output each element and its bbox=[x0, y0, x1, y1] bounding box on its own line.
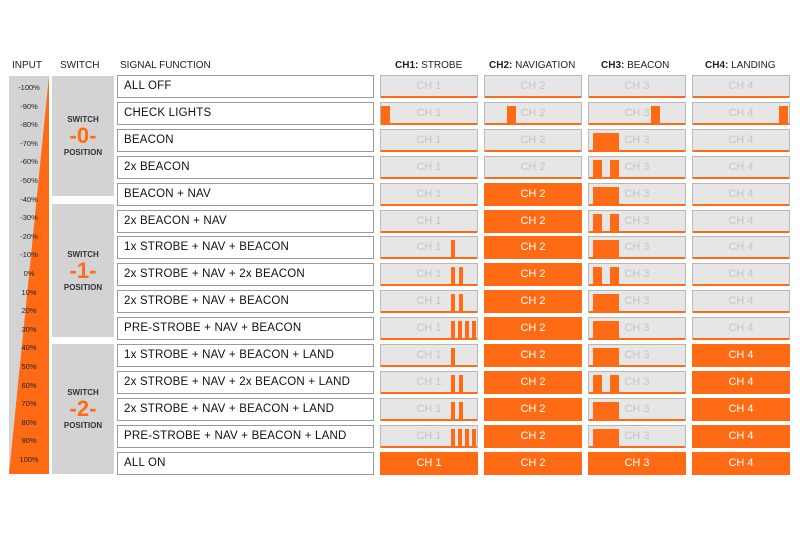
switch-position-0: SWITCH -0- POSITION bbox=[52, 76, 114, 196]
channel-cell-ch4 bbox=[692, 344, 790, 367]
signal-function-row: PRE-STROBE + NAV + BEACON + LAND bbox=[117, 425, 374, 448]
signal-function-row: 2x BEACON bbox=[117, 156, 374, 179]
signal-baseline bbox=[485, 177, 581, 179]
channel-cell-ch3 bbox=[588, 425, 686, 448]
channel-label: CH 2 bbox=[520, 187, 546, 200]
signal-function-row: 2x STROBE + NAV + 2x BEACON + LAND bbox=[117, 371, 374, 394]
signal-function-row: ALL OFF bbox=[117, 75, 374, 98]
channel-label: CH 1 bbox=[416, 214, 442, 227]
channel-cell-ch3 bbox=[588, 156, 686, 179]
channel-label: CH 2 bbox=[520, 160, 546, 173]
signal-baseline bbox=[693, 204, 789, 206]
channel-label: CH 1 bbox=[416, 295, 442, 308]
strobe-pulse bbox=[451, 429, 455, 447]
channel-cell-ch2 bbox=[484, 183, 582, 206]
strobe-pulse bbox=[451, 240, 455, 258]
signal-baseline bbox=[485, 150, 581, 152]
switch-position-1: SWITCH -1- POSITION bbox=[52, 204, 114, 337]
channel-cell-ch3 bbox=[588, 452, 686, 475]
signal-function-row: 2x BEACON + NAV bbox=[117, 210, 374, 233]
signal-baseline bbox=[381, 257, 477, 259]
channel-label: CH 2 bbox=[520, 349, 546, 361]
channel-cell-ch4 bbox=[692, 210, 790, 233]
channel-cell-ch1 bbox=[380, 263, 478, 286]
channel-cell-ch4 bbox=[692, 371, 790, 394]
channel-label: CH 2 bbox=[520, 133, 546, 146]
channel-cell-ch2 bbox=[484, 371, 582, 394]
channel-label: CH 3 bbox=[624, 214, 650, 227]
channel-label: CH 4 bbox=[728, 375, 754, 388]
signal-baseline bbox=[589, 231, 685, 233]
channel-label: CH 2 bbox=[520, 402, 546, 415]
signal-baseline bbox=[693, 231, 789, 233]
channel-label: CH 3 bbox=[624, 429, 650, 442]
channel-cell-ch3 bbox=[588, 263, 686, 286]
switch-header: SWITCH bbox=[60, 60, 100, 71]
channel-cell-ch2 bbox=[484, 452, 582, 475]
channel-label: CH 2 bbox=[520, 241, 546, 254]
ch4-header: CH4: LANDING bbox=[705, 60, 776, 71]
channel-cell-ch2 bbox=[484, 156, 582, 179]
channel-label: CH 3 bbox=[624, 402, 650, 415]
channel-cell-ch3 bbox=[588, 129, 686, 152]
signal-baseline bbox=[693, 96, 789, 98]
channel-label: CH 2 bbox=[520, 429, 546, 442]
strobe-pulse bbox=[465, 321, 469, 339]
channel-label: CH 1 bbox=[416, 187, 442, 200]
channel-cell-ch1 bbox=[380, 398, 478, 421]
channel-label: CH 2 bbox=[520, 295, 546, 308]
signal-function-row: 2x STROBE + NAV + BEACON bbox=[117, 290, 374, 313]
channel-cell-ch3 bbox=[588, 344, 686, 367]
strobe-pulse bbox=[451, 267, 455, 285]
beacon-pulse bbox=[610, 160, 619, 178]
beacon-pulse bbox=[610, 214, 619, 232]
channel-cell-ch3 bbox=[588, 398, 686, 421]
input-tick: -100% bbox=[18, 83, 40, 92]
channel-label: CH 1 bbox=[416, 241, 442, 254]
channel-label: CH 3 bbox=[624, 349, 650, 361]
input-tick: 80% bbox=[21, 417, 37, 427]
channel-cell-ch1 bbox=[380, 344, 478, 367]
signal-function-row: 2x STROBE + NAV + BEACON + LAND bbox=[117, 398, 374, 421]
strobe-pulse bbox=[451, 375, 455, 393]
beacon-pulse bbox=[593, 214, 602, 232]
input-tick: 90% bbox=[21, 436, 37, 446]
signal-baseline bbox=[485, 96, 581, 98]
signal-baseline bbox=[589, 284, 685, 286]
channel-label: CH 4 bbox=[728, 214, 754, 227]
beacon-pulse bbox=[593, 294, 619, 312]
beacon-pulse bbox=[610, 375, 619, 393]
channel-cell-ch2 bbox=[484, 425, 582, 448]
beacon-pulse bbox=[593, 321, 619, 339]
input-scale bbox=[9, 76, 49, 474]
channel-label: CH 1 bbox=[416, 429, 442, 442]
input-tick: 50% bbox=[21, 362, 37, 371]
channel-label: CH 1 bbox=[416, 322, 442, 335]
channel-label: CH 2 bbox=[520, 375, 546, 388]
channel-label: CH 1 bbox=[416, 133, 442, 146]
channel-cell-ch2 bbox=[484, 398, 582, 421]
signal-baseline bbox=[589, 123, 685, 125]
input-tick: 30% bbox=[21, 324, 37, 334]
channel-label: CH 3 bbox=[624, 375, 650, 388]
signal-baseline bbox=[381, 204, 477, 206]
channel-label: CH 4 bbox=[728, 295, 754, 308]
channel-label: CH 4 bbox=[728, 187, 754, 200]
input-tick: 10% bbox=[21, 287, 37, 297]
channel-cell-ch2 bbox=[484, 290, 582, 313]
check-pulse bbox=[651, 106, 660, 124]
channel-label: CH 1 bbox=[416, 80, 442, 92]
signal-function-row: BEACON bbox=[117, 129, 374, 152]
channel-cell-ch4 bbox=[692, 75, 790, 98]
signal-baseline bbox=[381, 96, 477, 98]
signal-function-row: 2x STROBE + NAV + 2x BEACON bbox=[117, 263, 374, 286]
channel-cell-ch4 bbox=[692, 290, 790, 313]
beacon-pulse bbox=[610, 267, 619, 285]
check-pulse bbox=[507, 106, 516, 124]
signal-baseline bbox=[381, 365, 477, 367]
beacon-pulse bbox=[593, 402, 619, 420]
check-pulse bbox=[381, 106, 390, 124]
channel-label: CH 1 bbox=[416, 375, 442, 388]
channel-cell-ch2 bbox=[484, 236, 582, 259]
channel-label: CH 3 bbox=[624, 268, 650, 281]
channel-label: CH 4 bbox=[728, 133, 754, 146]
input-header: INPUT bbox=[12, 60, 42, 71]
ch2-header: CH2: NAVIGATION bbox=[489, 60, 576, 71]
signal-baseline bbox=[485, 123, 581, 125]
channel-label: CH 1 bbox=[416, 106, 442, 119]
beacon-pulse bbox=[593, 160, 602, 178]
channel-cell-ch4 bbox=[692, 317, 790, 340]
channel-cell-ch4 bbox=[692, 129, 790, 152]
signal-baseline bbox=[381, 231, 477, 233]
channel-cell-ch2 bbox=[484, 263, 582, 286]
signal-baseline bbox=[693, 150, 789, 152]
signal-function-row: 1x STROBE + NAV + BEACON bbox=[117, 236, 374, 259]
channel-cell-ch2 bbox=[484, 129, 582, 152]
channel-cell-ch4 bbox=[692, 236, 790, 259]
channel-cell-ch4 bbox=[692, 425, 790, 448]
input-tick: -60% bbox=[20, 157, 38, 167]
strobe-pulse bbox=[451, 402, 455, 420]
channel-label: CH 3 bbox=[624, 160, 650, 173]
signal-baseline bbox=[693, 338, 789, 340]
input-tick: -20% bbox=[20, 231, 38, 241]
signal-baseline bbox=[693, 311, 789, 313]
channel-label: CH 1 bbox=[416, 349, 442, 361]
channel-label: CH 2 bbox=[520, 268, 546, 281]
channel-label: CH 4 bbox=[728, 456, 754, 469]
beacon-pulse bbox=[593, 240, 619, 258]
channel-label: CH 1 bbox=[416, 456, 442, 469]
channel-label: CH 4 bbox=[728, 402, 754, 415]
channel-label: CH 3 bbox=[624, 187, 650, 200]
signal-function-header: SIGNAL FUNCTION bbox=[120, 60, 211, 71]
channel-cell-ch4 bbox=[692, 452, 790, 475]
signal-function-row: ALL ON bbox=[117, 452, 374, 475]
check-pulse bbox=[779, 106, 788, 124]
input-tick: 40% bbox=[21, 343, 37, 353]
channel-label: CH 1 bbox=[416, 402, 442, 415]
input-tick: -80% bbox=[20, 120, 38, 130]
beacon-pulse bbox=[593, 187, 619, 205]
channel-cell-ch3 bbox=[588, 210, 686, 233]
channel-label: CH 4 bbox=[728, 160, 754, 173]
channel-label: CH 2 bbox=[520, 214, 546, 227]
channel-cell-ch1 bbox=[380, 210, 478, 233]
signal-baseline bbox=[589, 392, 685, 394]
signal-baseline bbox=[381, 150, 477, 152]
channel-cell-ch2 bbox=[484, 344, 582, 367]
strobe-pulse bbox=[459, 402, 463, 420]
signal-baseline bbox=[693, 257, 789, 259]
channel-cell-ch1 bbox=[380, 156, 478, 179]
beacon-pulse bbox=[593, 267, 602, 285]
channel-cell-ch3 bbox=[588, 75, 686, 98]
ch1-header: CH1: STROBE bbox=[395, 60, 463, 71]
channel-cell-ch1 bbox=[380, 425, 478, 448]
beacon-pulse bbox=[593, 375, 602, 393]
signal-function-row: CHECK LIGHTS bbox=[117, 102, 374, 125]
input-tick: -70% bbox=[20, 138, 38, 148]
channel-cell-ch3 bbox=[588, 290, 686, 313]
channel-cell-ch1 bbox=[380, 102, 478, 125]
ch3-header: CH3: BEACON bbox=[601, 60, 670, 71]
strobe-pulse bbox=[459, 375, 463, 393]
input-tick: 20% bbox=[21, 306, 37, 316]
input-tick: -40% bbox=[20, 194, 38, 204]
signal-baseline bbox=[693, 177, 789, 179]
channel-label: CH 2 bbox=[520, 456, 546, 469]
channel-cell-ch3 bbox=[588, 236, 686, 259]
channel-label: CH 3 bbox=[624, 133, 650, 146]
input-tick: -30% bbox=[20, 213, 38, 223]
channel-cell-ch1 bbox=[380, 236, 478, 259]
channel-cell-ch3 bbox=[588, 371, 686, 394]
beacon-pulse bbox=[593, 348, 619, 366]
signal-baseline bbox=[381, 338, 477, 340]
channel-cell-ch4 bbox=[692, 263, 790, 286]
channel-cell-ch1 bbox=[380, 290, 478, 313]
signal-baseline bbox=[589, 96, 685, 98]
input-tick: 100% bbox=[19, 455, 39, 464]
channel-label: CH 1 bbox=[416, 268, 442, 281]
channel-cell-ch1 bbox=[380, 75, 478, 98]
strobe-pulse bbox=[458, 321, 462, 339]
input-tick: 60% bbox=[21, 380, 37, 390]
channel-cell-ch2 bbox=[484, 210, 582, 233]
input-tick: -10% bbox=[20, 250, 38, 260]
strobe-pulse bbox=[451, 321, 455, 339]
channel-cell-ch1 bbox=[380, 452, 478, 475]
input-tick: -50% bbox=[20, 176, 38, 185]
strobe-pulse bbox=[451, 294, 455, 312]
switch-position-2: SWITCH -2- POSITION bbox=[52, 344, 114, 474]
channel-label: CH 3 bbox=[624, 241, 650, 254]
input-tick: 70% bbox=[21, 399, 37, 409]
channel-cell-ch2 bbox=[484, 317, 582, 340]
channel-label: CH 1 bbox=[416, 160, 442, 173]
channel-cell-ch3 bbox=[588, 183, 686, 206]
channel-label: CH 3 bbox=[624, 322, 650, 335]
channel-label: CH 2 bbox=[520, 80, 546, 92]
strobe-pulse bbox=[451, 348, 455, 366]
strobe-pulse bbox=[459, 267, 463, 285]
signal-baseline bbox=[381, 123, 477, 125]
channel-cell-ch1 bbox=[380, 317, 478, 340]
input-tick: 0% bbox=[23, 269, 35, 278]
channel-cell-ch1 bbox=[380, 129, 478, 152]
strobe-pulse bbox=[465, 429, 469, 447]
signal-baseline bbox=[381, 446, 477, 448]
channel-label: CH 3 bbox=[624, 456, 650, 469]
channel-label: CH 4 bbox=[728, 429, 754, 442]
channel-label: CH 3 bbox=[624, 295, 650, 308]
beacon-pulse bbox=[593, 133, 619, 151]
channel-cell-ch3 bbox=[588, 102, 686, 125]
channel-label: CH 4 bbox=[728, 80, 754, 92]
channel-label: CH 3 bbox=[624, 80, 650, 92]
signal-function-row: PRE-STROBE + NAV + BEACON bbox=[117, 317, 374, 340]
strobe-pulse bbox=[458, 429, 462, 447]
channel-cell-ch1 bbox=[380, 183, 478, 206]
channel-label: CH 4 bbox=[728, 106, 754, 119]
channel-cell-ch4 bbox=[692, 156, 790, 179]
channel-cell-ch4 bbox=[692, 102, 790, 125]
channel-cell-ch4 bbox=[692, 183, 790, 206]
strobe-pulse bbox=[472, 429, 476, 447]
strobe-pulse bbox=[472, 321, 476, 339]
channel-label: CH 4 bbox=[728, 268, 754, 281]
channel-label: CH 2 bbox=[520, 106, 546, 119]
channel-label: CH 2 bbox=[520, 322, 546, 335]
channel-label: CH 4 bbox=[728, 241, 754, 254]
signal-function-row: BEACON + NAV bbox=[117, 183, 374, 206]
channel-cell-ch2 bbox=[484, 102, 582, 125]
channel-cell-ch1 bbox=[380, 371, 478, 394]
signal-baseline bbox=[381, 177, 477, 179]
signal-baseline bbox=[693, 284, 789, 286]
channel-cell-ch4 bbox=[692, 398, 790, 421]
channel-label: CH 3 bbox=[624, 106, 650, 119]
channel-cell-ch3 bbox=[588, 317, 686, 340]
input-tick: -90% bbox=[20, 101, 38, 111]
signal-baseline bbox=[589, 177, 685, 179]
channel-label: CH 4 bbox=[728, 349, 754, 361]
signal-baseline bbox=[693, 123, 789, 125]
beacon-pulse bbox=[593, 429, 619, 447]
strobe-pulse bbox=[459, 294, 463, 312]
signal-function-row: 1x STROBE + NAV + BEACON + LAND bbox=[117, 344, 374, 367]
channel-label: CH 4 bbox=[728, 322, 754, 335]
channel-cell-ch2 bbox=[484, 75, 582, 98]
